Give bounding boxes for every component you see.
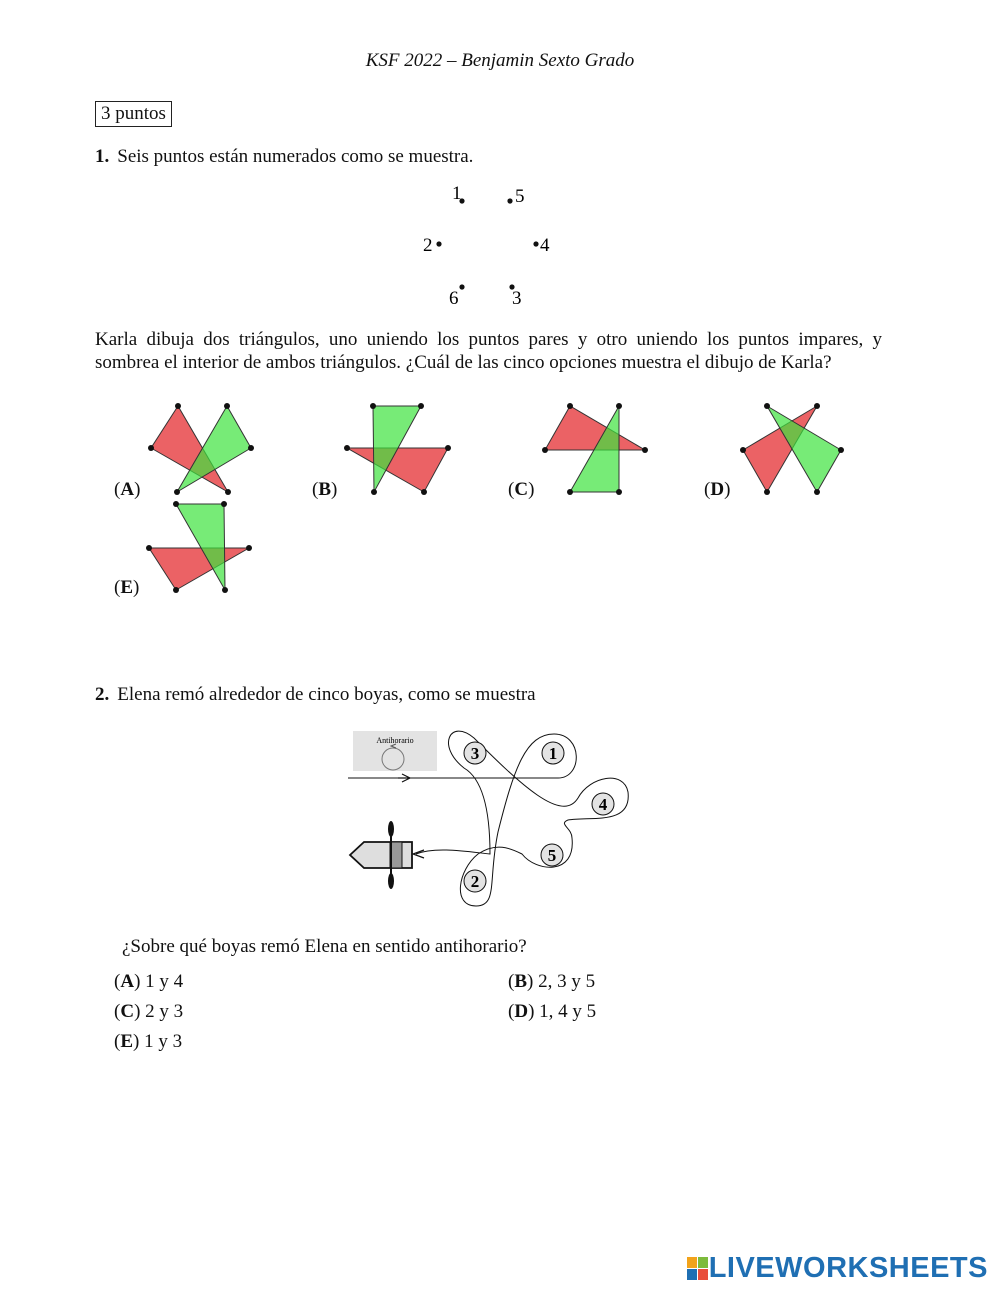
answer-e[interactable]: (E) 1 y 3 — [114, 1031, 183, 1052]
question-1 — [95, 145, 473, 168]
option-a-figure[interactable] — [145, 398, 260, 500]
option-e-label[interactable]: (E) — [114, 577, 140, 598]
question-text: Seis puntos están numerados como se muestra. — [117, 146, 474, 167]
q2-question: ¿Sobre qué boyas remó Elena en sentido antihorario? — [122, 936, 527, 957]
point-label: 4 — [540, 235, 550, 256]
legend-label: Antihorario — [376, 736, 414, 745]
logo-text: LIVEWORKSHEETS — [708, 1252, 988, 1284]
buoy-2 — [464, 870, 486, 892]
svg-text:2: 2 — [470, 872, 480, 891]
point-label: 6 — [449, 288, 459, 309]
option-d-label[interactable]: (D) — [704, 479, 731, 500]
point-6 — [459, 284, 464, 289]
svg-text:3: 3 — [470, 744, 480, 763]
option-b-label[interactable]: (B) — [312, 479, 338, 500]
boat-icon — [350, 821, 412, 889]
question-number: 1. — [95, 146, 110, 167]
point-label: 1 — [452, 183, 462, 204]
buoy-5 — [541, 844, 563, 866]
point-label: 5 — [515, 186, 525, 207]
point-label: 3 — [512, 288, 522, 309]
red-triangle — [545, 406, 645, 450]
page-header: KSF 2022 – Benjamin Sexto Grado — [365, 50, 635, 71]
svg-text:1: 1 — [548, 744, 558, 763]
option-d-figure[interactable] — [735, 398, 850, 500]
numbered-points-figure — [415, 178, 565, 313]
option-c-figure[interactable] — [537, 398, 652, 500]
q1-paragraph: Karla dibuja dos triángulos, uno uniendo los puntos pares y otro uniendo los puntos impares, y sombrea el interior de ambos triángulos. ¿Cuál de las cinco opciones muestra el dibujo de Karla? — [95, 329, 882, 373]
point-5 — [507, 198, 512, 203]
question-number: 2. — [95, 684, 110, 705]
buoy-4 — [592, 793, 614, 815]
answer-a[interactable]: (A) 1 y 4 — [114, 971, 184, 992]
svg-text:5: 5 — [547, 846, 557, 865]
liveworksheets-logo[interactable] — [687, 1252, 988, 1285]
option-c-label[interactable]: (C) — [508, 479, 535, 500]
answer-d[interactable]: (D) 1, 4 y 5 — [508, 1001, 597, 1022]
svg-text:4: 4 — [598, 795, 608, 814]
point-4 — [533, 241, 538, 246]
red-triangle — [347, 448, 448, 492]
point-label: 2 — [423, 235, 433, 256]
question-2 — [95, 683, 536, 706]
red-triangle — [149, 548, 249, 590]
points-box: 3 puntos — [95, 101, 172, 127]
point-2 — [436, 241, 441, 246]
answer-c[interactable]: (C) 2 y 3 — [114, 1001, 184, 1022]
logo-blocks-icon — [687, 1257, 709, 1281]
option-b-figure[interactable] — [340, 398, 455, 500]
question-text: Elena remó alrededor de cinco boyas, como se muestra — [117, 684, 536, 705]
buoy-course-figure — [340, 720, 640, 915]
buoy-1 — [542, 742, 564, 764]
answer-b[interactable]: (B) 2, 3 y 5 — [508, 971, 596, 992]
option-e-figure[interactable] — [143, 496, 258, 598]
buoy-3 — [464, 742, 486, 764]
option-a-label[interactable]: (A) — [114, 479, 141, 500]
